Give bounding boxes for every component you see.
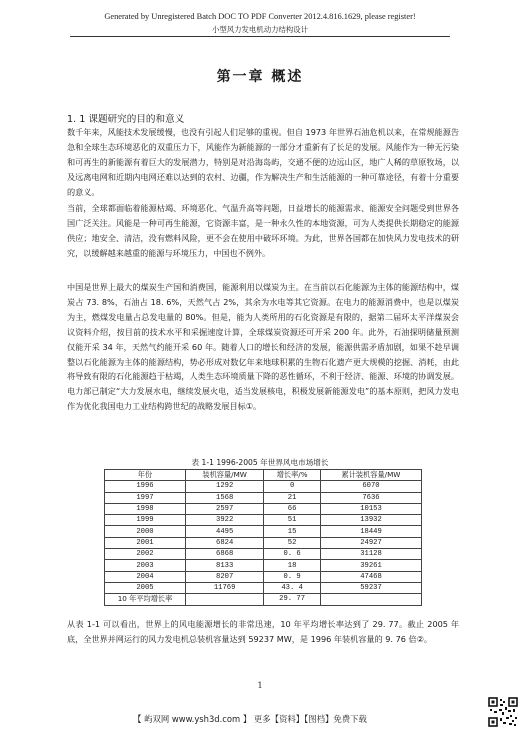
summary-value: 29. 77 [264, 594, 321, 605]
cell-cumulative: 24927 [320, 537, 421, 548]
chapter-title: 第一章 概述 [216, 69, 304, 85]
cell-capacity: 1568 [186, 492, 264, 503]
table-row [105, 537, 422, 548]
cell-cumulative: 10153 [320, 503, 421, 514]
cell-year: 1999 [105, 515, 186, 526]
converter-watermark: Generated by Unregistered Batch DOC TO PDF Converter 2012.4.816.1629, please register! [104, 12, 416, 21]
table-row [105, 492, 422, 503]
column-header-year: 年份 [105, 470, 186, 481]
cell-empty [186, 594, 264, 605]
cell-cumulative: 6070 [320, 481, 421, 492]
wind-market-growth-table [104, 469, 422, 606]
cell-capacity: 6824 [186, 537, 264, 548]
cell-capacity: 8133 [186, 560, 264, 571]
cell-growth: 51 [264, 515, 321, 526]
cell-capacity: 8207 [186, 571, 264, 582]
column-header-capacity: 装机容量/MW [186, 470, 264, 481]
cell-capacity: 1292 [186, 481, 264, 492]
cell-capacity: 3922 [186, 515, 264, 526]
cell-year: 2003 [105, 560, 186, 571]
cell-year: 2005 [105, 582, 186, 593]
cell-growth: 43. 4 [264, 582, 321, 593]
table-row [105, 560, 422, 571]
cell-capacity: 6868 [186, 549, 264, 560]
cell-growth: 66 [264, 503, 321, 514]
cell-growth: 0. 6 [264, 549, 321, 560]
site-footer-banner[interactable]: 【 屿双网 www.ysh3d.com 】 更多【资料】【图档】免费下载 [133, 714, 367, 724]
page-number: 1 [257, 681, 263, 690]
table-row [105, 515, 422, 526]
table-header-row [105, 470, 422, 481]
cell-capacity: 11769 [186, 582, 264, 593]
cell-year: 1997 [105, 492, 186, 503]
table-caption: 表 1-1 1996-2005 年世界风电市场增长 [191, 458, 329, 467]
paragraph-1: 数千年来，风能技术发展缓慢，也没有引起人们足够的重视。但自 1973 年世界石油危机以来，在常规能源告急和全球生态环境恶化的双重压力下，风能作为新能源的一部分才重新有了长足的发展。风能作为一种无污染和可再生的新能源有着巨大的发展潜力，特别是对沿海岛屿，交通不便的边远山区，地广人稀的草原牧场，以及远离电网和近期内电网还难以达到的农村、边疆，作为解决生产和生活能源的一种可靠途径，有着十分重要的意义。 [67, 127, 459, 197]
cell-empty [320, 594, 421, 605]
paragraph-3: 中国是世界上最大的煤炭生产国和消费国，能源利用以煤炭为主。在当前以石化能源为主体的能源结构中，煤炭占 73. 8%，石油占 18. 6%，天然气占 2%，其余为水电等其它资源。在电力的能源消费中，也是以煤炭为主，燃煤发电量占总发电量的 80%。但是，能为人类所用的石化资源是有限的，据第二届环太平洋煤炭会议资料介绍，按目前的技术水平和采掘速度计算，全球煤炭资源还可开采 200 年。此外，石油探明储量预测仅能开采 34 年，天然气约能开采 60 年。随着人口的增长和经济的发展，能源供需矛盾加剧，如果不趁早调整以石化能源为主体的能源结构，势必形成对数亿年来地球积累的生物石化遗产更大规模的挖掘、消耗，由此将导致有限的石化能源趋于枯竭，人类生态环境质量下降的恶性循环，不利于经济、能源、环境的协调发展。电力部已制定“大力发展水电，继续发展火电，适当发展核电，积极发展新能源发电”的基本原则，把风力发电作为优化我国电力工业结构跨世纪的战略发展目标①。 [67, 282, 459, 412]
summary-label: 10 年平均增长率 [105, 594, 186, 605]
cell-cumulative: 7636 [320, 492, 421, 503]
cell-growth: 18 [264, 560, 321, 571]
table-discussion-paragraph: 从表 1-1 可以看出，世界上的风电能源增长的非常迅速，10 年平均增长率达到了 29. 77。截止 2005 年底，全世界并网运行的风力发电机总装机容量达到 59237 MW，是 1996 年装机容量的 9. 76 倍②。 [67, 619, 459, 644]
running-header: 小型风力发电机动力结构设计 [211, 25, 309, 34]
cell-year: 2001 [105, 537, 186, 548]
cell-cumulative: 59237 [320, 582, 421, 593]
cell-cumulative: 47468 [320, 571, 421, 582]
cell-cumulative: 31128 [320, 549, 421, 560]
table-row [105, 582, 422, 593]
cell-growth: 15 [264, 526, 321, 537]
cell-year: 2000 [105, 526, 186, 537]
table-row [105, 526, 422, 537]
cell-growth: 0 [264, 481, 321, 492]
table-row [105, 549, 422, 560]
cell-cumulative: 18449 [320, 526, 421, 537]
cell-capacity: 4495 [186, 526, 264, 537]
qr-code-icon[interactable] [488, 697, 518, 727]
table-summary-row [105, 594, 422, 605]
cell-cumulative: 39261 [320, 560, 421, 571]
cell-year: 1996 [105, 481, 186, 492]
header-divider [70, 36, 450, 37]
cell-growth: 52 [264, 537, 321, 548]
cell-capacity: 2597 [186, 503, 264, 514]
paragraph-2: 当前，全球都面临着能源枯竭、环境恶化、气温升高等问题，日益增长的能源需求、能源安全问题受到世界各国广泛关注。风能是一种可再生能源，它资源丰富，是一种永久性的本地资源，可为人类提供长期稳定的能源供应；地安全、清洁，没有燃料风险，更不会在使用中破坏环境。为此，世界各国都在加快风力发电技术的研究，以缓解越来越重的能源与环境压力，中国也不例外。 [67, 203, 459, 258]
section-heading: 1. 1 课题研究的目的和意义 [67, 114, 185, 125]
cell-year: 1998 [105, 503, 186, 514]
table-row [105, 503, 422, 514]
cell-year: 2004 [105, 571, 186, 582]
cell-growth: 21 [264, 492, 321, 503]
cell-growth: 0. 9 [264, 571, 321, 582]
cell-cumulative: 13932 [320, 515, 421, 526]
cell-year: 2002 [105, 549, 186, 560]
column-header-growth: 增长率/% [264, 470, 321, 481]
column-header-cumulative: 累计装机容量/MW [320, 470, 421, 481]
table-row [105, 481, 422, 492]
table-row [105, 571, 422, 582]
